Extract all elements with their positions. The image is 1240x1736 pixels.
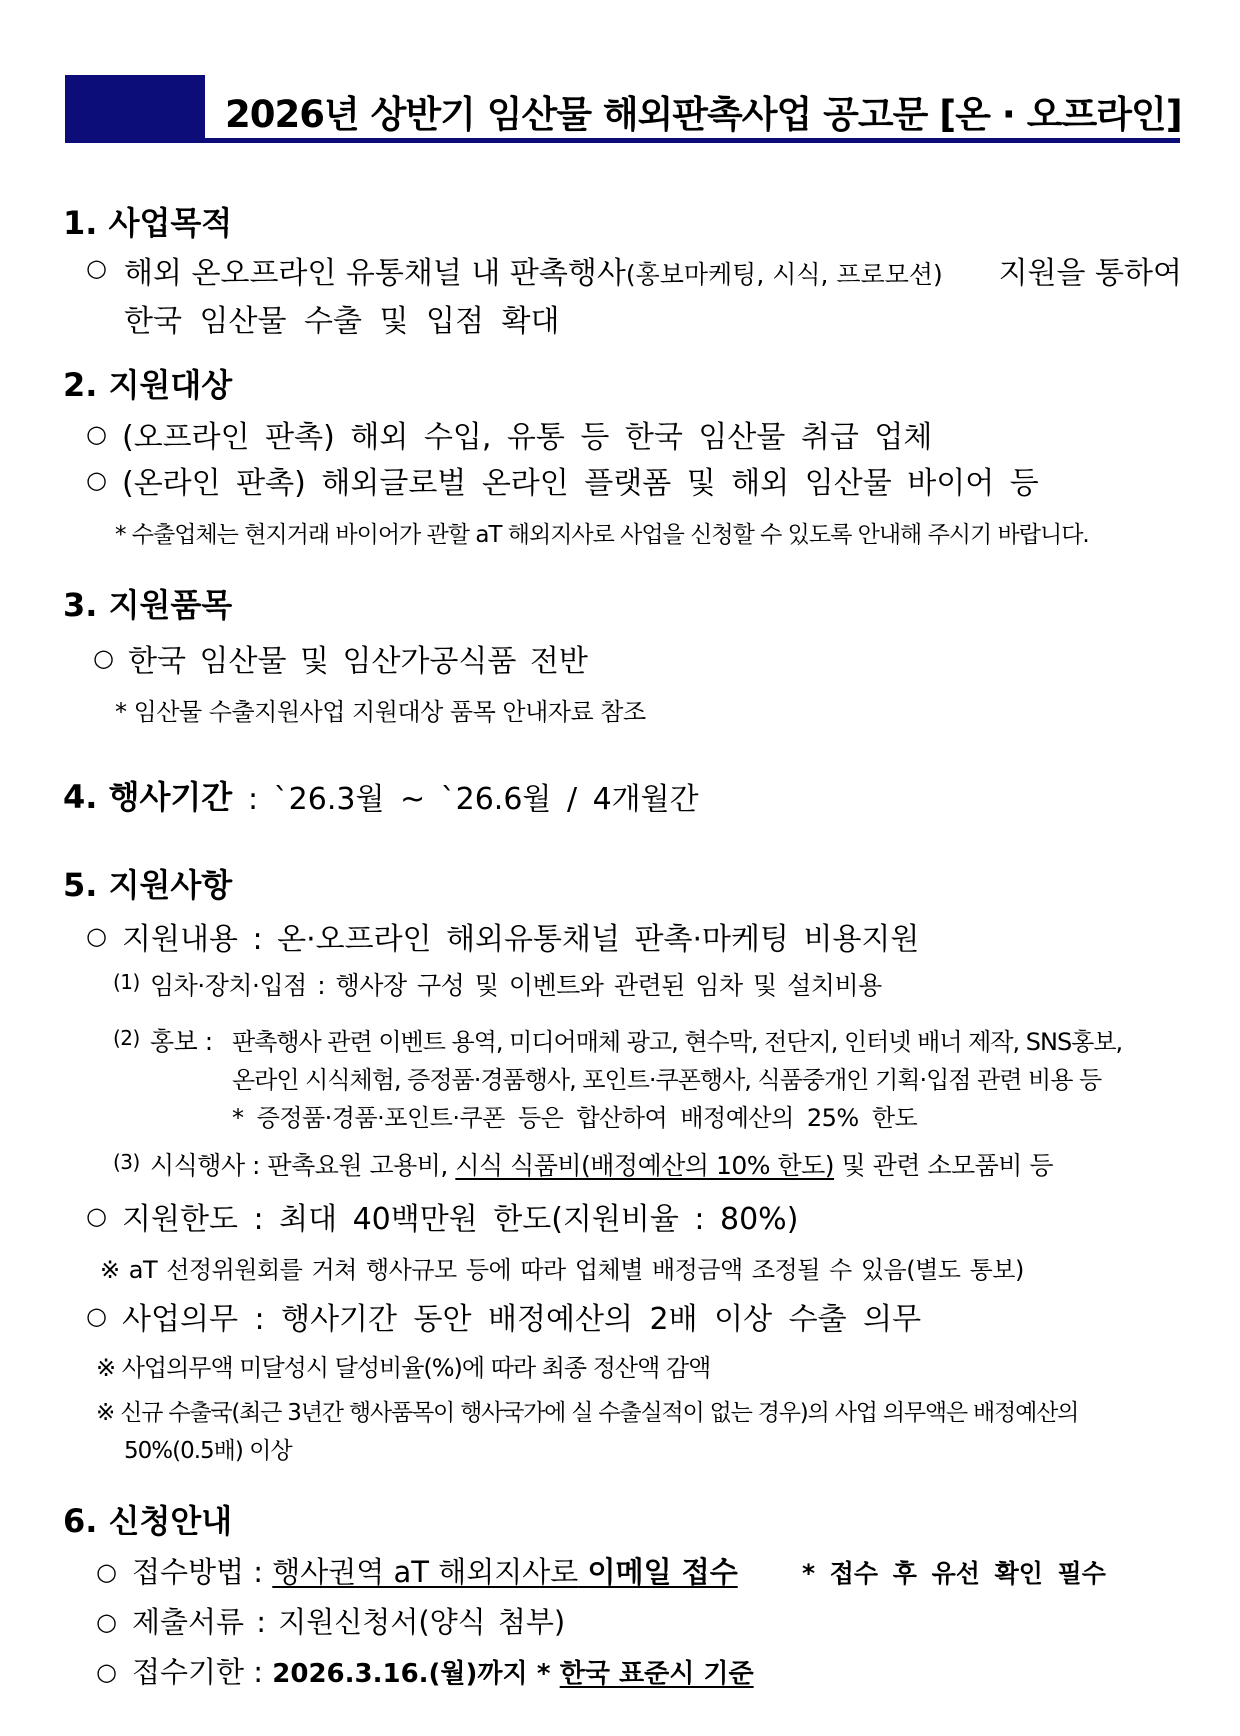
s6-bullet-3-label: 접수기한 : (132, 1655, 264, 1689)
s1-line-2: 한국 임산물 수출 및 입점 확대 (124, 304, 560, 339)
s6-bullet-1-note: * 접수 후 유선 확인 필수 (802, 1559, 1106, 1588)
s5-note-3-line-1: ※ 신규 수출국(최근 3년간 행사품목이 행사국가에 실 수출실적이 없는 경우)의 사업 의무액은 배정예산의 (96, 1400, 1079, 1426)
section-2-heading: 2. 지원대상 (63, 366, 233, 404)
s6-bullet-1-method-b: 이메일 접수 (587, 1555, 738, 1589)
s5-item-3a: 시식행사 : 판촉요원 고용비, (150, 1151, 448, 1180)
section-4-heading: 4. 행사기간 (63, 778, 233, 816)
s6-bullet-1-method-a: 행사권역 aT 해외지사로 (272, 1555, 579, 1589)
title-bar (65, 75, 1180, 143)
s6-bullet-1-label: 접수방법 : (132, 1555, 264, 1589)
s5-item-2-line-3: * 증정품·경품·포인트·쿠폰 등은 합산하여 배정예산의 25% 한도 (232, 1104, 918, 1132)
s1-line-1a: 해외 온오프라인 유통채널 내 판촉행사 (124, 256, 626, 291)
s4-period: : `26.3월 ~ `26.6월 / 4개월간 (248, 782, 699, 817)
s5-bullet-2: 지원한도 : 최대 40백만원 한도(지원비율 : 80%) (122, 1202, 799, 1237)
s5-item-3c: 및 관련 소모품비 등 (841, 1151, 1054, 1180)
bullet-icon: ○ (96, 1608, 117, 1636)
section-1-heading: 1. 사업목적 (63, 204, 233, 242)
s6-bullet-1 (132, 1550, 738, 1591)
bullet-icon: ○ (86, 466, 107, 494)
bullet-icon: ○ (86, 1302, 107, 1330)
s5-item-2-line-1: 판촉행사 관련 이벤트 용역, 미디어매체 광고, 현수막, 전단지, 인터넷 배너 제작, SNS홍보, (232, 1028, 1123, 1056)
s5-bullet-1: 지원내용 : 온·오프라인 해외유통채널 판촉·마케팅 비용지원 (122, 922, 920, 957)
s5-note-3-line-2: 50%(0.5배) 이상 (124, 1438, 292, 1464)
s6-bullet-3-date: 2026.3.16.(월)까지 (272, 1659, 528, 1689)
bullet-icon: ○ (86, 420, 107, 448)
s6-bullet-3-standard: 한국 표준시 기준 (559, 1659, 754, 1689)
s5-item-2-line-2: 온라인 시식체험, 증정품·경품행사, 포인트·쿠폰행사, 식품중개인 기획·입점 관련 비용 등 (232, 1066, 1102, 1094)
s2-bullet-2: (온라인 판촉) 해외글로벌 온라인 플랫폼 및 해외 임산물 바이어 등 (122, 466, 1039, 501)
section-5-heading: 5. 지원사항 (63, 866, 233, 904)
bullet-icon: ○ (86, 254, 107, 282)
s5-bullet-3: 사업의무 : 행사기간 동안 배정예산의 2배 이상 수출 의무 (122, 1302, 922, 1337)
s5-note-1: ※ aT 선정위원회를 거쳐 행사규모 등에 따라 업체별 배정금액 조정될 수 있음(별도 통보) (100, 1256, 1024, 1284)
s3-bullet-1: 한국 임산물 및 임산가공식품 전반 (128, 644, 588, 679)
s5-note-2: ※ 사업의무액 미달성시 달성비율(%)에 따라 최종 정산액 감액 (96, 1354, 711, 1382)
s6-bullet-2: 제출서류 : 지원신청서(양식 첨부) (132, 1605, 566, 1639)
s2-bullet-1: (오프라인 판촉) 해외 수입, 유통 등 한국 임산물 취급 업체 (122, 420, 933, 455)
s1-line-1b: (홍보마케팅, 시식, 프로모션) (625, 260, 943, 289)
s5-item-1: 임차·장치·입점 : 행사장 구성 및 이벤트와 관련된 임차 및 설치비용 (150, 971, 882, 1000)
title-accent-block (65, 75, 205, 143)
s5-item-3-number: (3) (113, 1150, 140, 1174)
bullet-icon: ○ (93, 644, 114, 672)
s6-bullet-3-star: * (536, 1659, 551, 1689)
s5-item-2-label: 홍보 : (150, 1027, 213, 1056)
s1-line-1 (124, 248, 1182, 292)
s6-bullet-3 (132, 1650, 754, 1691)
bullet-icon: ○ (96, 1558, 117, 1586)
bullet-icon: ○ (86, 922, 107, 950)
s2-note: * 수출업체는 현지거래 바이어가 관할 aT 해외지사로 사업을 신청할 수 있도록 안내해 주시기 바랍니다. (115, 522, 1089, 548)
section-3-heading: 3. 지원품목 (63, 586, 233, 624)
s5-item-2-number: (2) (113, 1026, 140, 1050)
s5-item-3b: 시식 식품비(배정예산의 10% 한도) (455, 1151, 835, 1180)
s5-item-1-number: (1) (113, 970, 140, 994)
bullet-icon: ○ (96, 1658, 117, 1686)
s6-bullet-1-method (272, 1555, 737, 1589)
s1-line-1c: 지원을 통하여 (998, 256, 1182, 291)
section-6-heading: 6. 신청안내 (63, 1502, 233, 1540)
s3-note: * 임산물 수출지원사업 지원대상 품목 안내자료 참조 (115, 698, 646, 726)
page-title: 2026년 상반기 임산물 해외판촉사업 공고문 [온 · 오프라인] (225, 93, 1182, 136)
s5-item-3 (150, 1146, 1053, 1182)
bullet-icon: ○ (86, 1202, 107, 1230)
